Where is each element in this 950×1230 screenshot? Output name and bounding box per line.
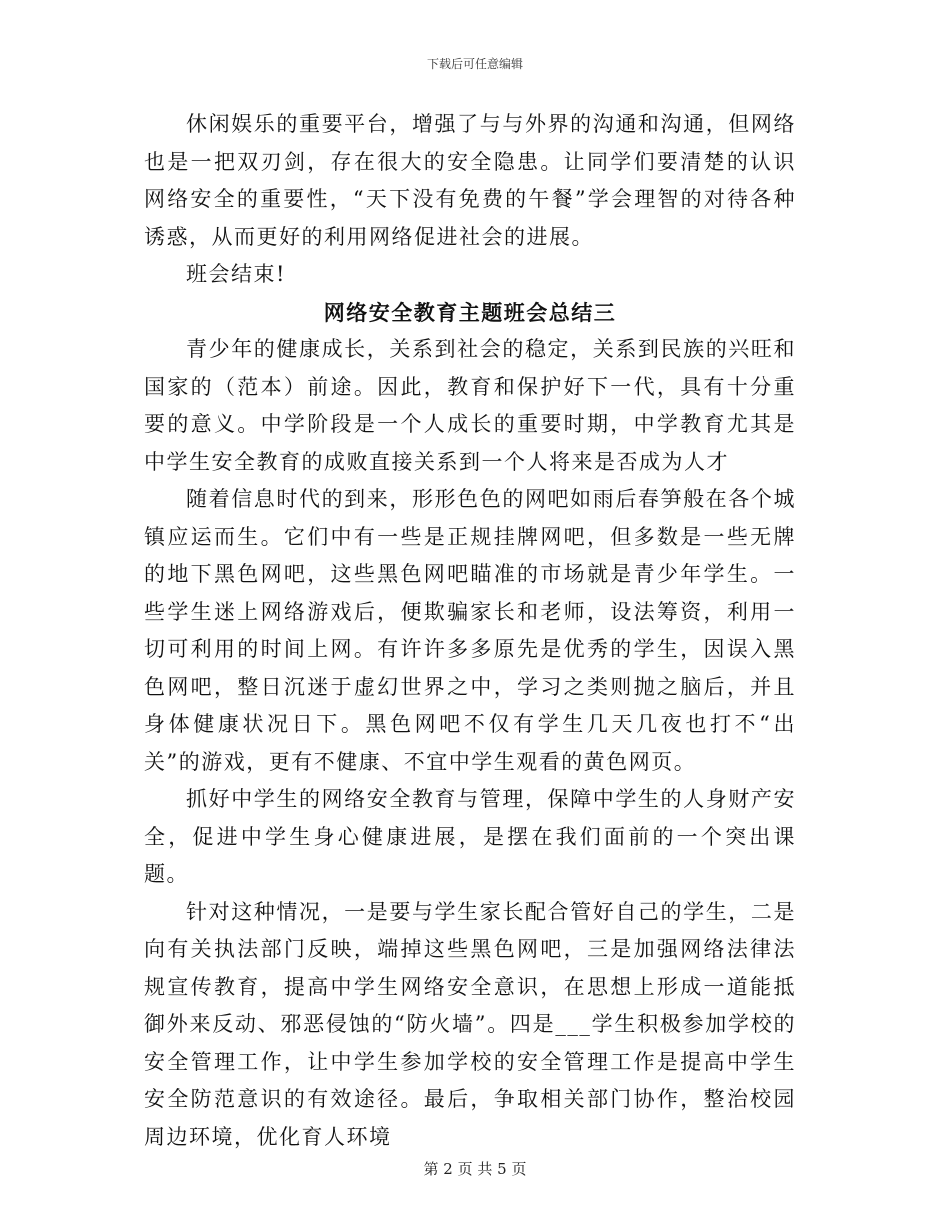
- paragraph: 班会结束!: [186, 262, 286, 286]
- paragraph: 随着信息时代的到来，形形色色的网吧如雨后春笋般在各个城镇应运而生。它们中有一些是正规挂牌网吧，但多数是一些无牌的地下黑色网吧，这些黑色网吧瞄准的市场就是青少年学生。一些学生迷上网络游戏后，便欺骗家长和老师，设法筹资，利用一切可利用的时间上网。有许许多多原先是优秀的学生，因误入黑色网吧，整日沉迷于虚幻世界之中，学习之类则抛之脑后，并且身体健康状况日下。黑色网吧不仅有学生几天几夜也打不“出关”的游戏，更有不健康、不宜中学生观看的黄色网页。: [144, 487, 796, 774]
- document-body: [144, 106, 796, 1156]
- header-note: 下载后可任意编辑: [426, 57, 523, 71]
- section-title: 网络安全教育主题班会总结三: [323, 299, 617, 325]
- paragraph: 抓好中学生的网络安全教育与管理，保障中学生的人身财产安全，促进中学生身心健康进展，是摆在我们面前的一个突出课题。: [144, 787, 796, 886]
- paragraph: 青少年的健康成长，关系到社会的稳定，关系到民族的兴旺和国家的（范本）前途。因此，教育和保护好下一代，具有十分重要的意义。中学阶段是一个人成长的重要时期，中学教育尤其是中学生安全教育的成败直接关系到一个人将来是否成为人才: [144, 337, 796, 474]
- page-indicator: 第 2 页 共 5 页: [423, 1160, 527, 1178]
- paragraph: 针对这种情况，一是要与学生家长配合管好自己的学生，二是向有关执法部门反映，端掉这些黑色网吧，三是加强网络法律法规宣传教育，提高中学生网络安全意识，在思想上形成一道能抵御外来反动、邪恶侵蚀的“防火墙”。四是___学生积极参加学校的安全管理工作，让中学生参加学校的安全管理工作是提高中学生安全防范意识的有效途径。最后，争取相关部门协作，整治校园周边环境，优化育人环境: [144, 899, 796, 1149]
- paragraph: 休闲娱乐的重要平台，增强了与与外界的沟通和沟通，但网络也是一把双刃剑，存在很大的安全隐患。让同学们要清楚的认识网络安全的重要性，“天下没有免费的午餐”学会理智的对待各种诱惑，从而更好的利用网络促进社会的进展。: [144, 112, 796, 249]
